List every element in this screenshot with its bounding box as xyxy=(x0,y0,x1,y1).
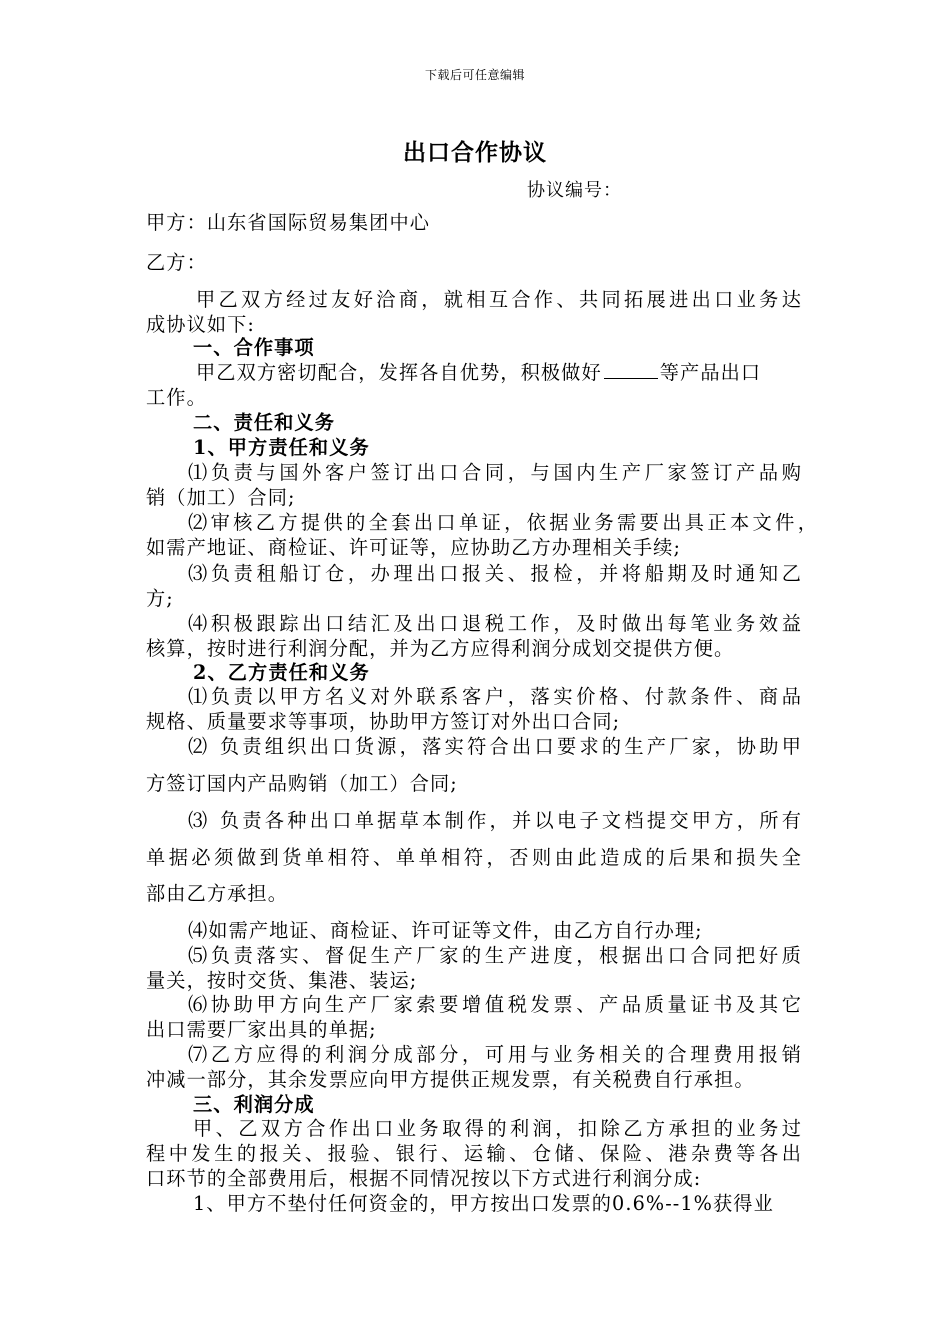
paragraph-line: ⑵ 负责组织出口货源，落实符合出口要求的生产厂家，协助甲 xyxy=(188,735,802,758)
paragraph-line: 工作。 xyxy=(146,386,207,409)
paragraph-line: 成协议如下: xyxy=(146,313,256,336)
party-b: 乙方： xyxy=(146,251,207,274)
paragraph-line: ⑵审核乙方提供的全套出口单证，依据业务需要出具正本文件， xyxy=(188,511,818,534)
paragraph-line: 1、甲方不垫付任何资金的，甲方按出口发票的0.6%--1%获得业 xyxy=(193,1192,774,1215)
paragraph-line: 方; xyxy=(146,587,174,610)
paragraph-line: 核算，按时进行利润分配，并为乙方应得利润分成划交提供方便。 xyxy=(146,637,735,660)
paragraph-line: 单据必须做到货单相符、单单相符，否则由此造成的后果和损失全 xyxy=(146,846,802,869)
paragraph-line: ⑹协助甲方向生产厂家索要增值税发票、产品质量证书及其它 xyxy=(188,993,802,1016)
paragraph-line: ⑴负责与国外客户签订出口合同，与国内生产厂家签订产品购 xyxy=(188,461,802,484)
document-title: 出口合作协议 xyxy=(403,139,547,166)
paragraph-line: 甲、乙双方合作出口业务取得的利润，扣除乙方承担的业务过 xyxy=(193,1117,802,1140)
paragraph-line: 冲减一部分，其余发票应向甲方提供正规发票，有关税费自行承担。 xyxy=(146,1068,755,1091)
paragraph-line: 如需产地证、商检证、许可证等，应协助乙方办理相关手续; xyxy=(146,536,682,559)
paragraph-line: ⑷积极跟踪出口结汇及出口退税工作，及时做出每笔业务效益 xyxy=(188,612,802,635)
paragraph-line: 口环节的全部费用后，根据不同情况按以下方式进行利润分成: xyxy=(146,1167,702,1190)
paragraph-line: ⑴负责以甲方名义对外联系客户，落实价格、付款条件、商品 xyxy=(188,685,802,708)
paragraph-line: 部由乙方承担。 xyxy=(146,882,289,905)
section-heading: 二、责任和义务 xyxy=(193,411,336,434)
paragraph-line xyxy=(196,360,866,386)
agreement-number-label: 协议编号： xyxy=(527,180,622,201)
paragraph-line: 方签订国内产品购销（加工）合同; xyxy=(146,772,458,795)
paragraph-line: 出口需要厂家出具的单据; xyxy=(146,1018,377,1041)
header-note: 下载后可任意编辑 xyxy=(424,68,525,82)
paragraph-text: 甲乙双方密切配合，发挥各自优势，积极做好 xyxy=(196,361,602,384)
section-heading: 三、利润分成 xyxy=(193,1093,315,1116)
paragraph-line: 量关，按时交货、集港、装运; xyxy=(146,969,418,992)
paragraph-text: 等产品出口 xyxy=(659,361,762,384)
paragraph-line: 规格、质量要求等事项，协助甲方签订对外出口合同; xyxy=(146,710,621,733)
paragraph-line: ⑷如需产地证、商检证、许可证等文件，由乙方自行办理; xyxy=(188,919,703,942)
paragraph-line: ⑶ 负责各种出口单据草本制作，并以电子文档提交甲方，所有 xyxy=(188,809,802,832)
paragraph-line: ⑺乙方应得的利润分成部分，可用与业务相关的合理费用报销 xyxy=(188,1043,802,1066)
fill-in-blank xyxy=(604,360,658,379)
paragraph-line: 甲乙双方经过友好洽商，就相互合作、共同拓展进出口业务达 xyxy=(196,288,802,311)
paragraph-line: ⑶负责租船订仓，办理出口报关、报检，并将船期及时通知乙 xyxy=(188,562,802,585)
subsection-heading: 1、甲方责任和义务 xyxy=(193,436,370,459)
paragraph-line: 销（加工）合同; xyxy=(146,486,296,509)
party-a: 甲方：山东省国际贸易集团中心 xyxy=(146,211,431,234)
paragraph-line: ⑸负责落实、督促生产厂家的生产进度，根据出口合同把好质 xyxy=(188,944,802,967)
section-heading: 一、合作事项 xyxy=(193,336,315,359)
paragraph-line: 程中发生的报关、报验、银行、运输、仓储、保险、港杂费等各出 xyxy=(146,1142,802,1165)
subsection-heading: 2、乙方责任和义务 xyxy=(193,661,370,684)
